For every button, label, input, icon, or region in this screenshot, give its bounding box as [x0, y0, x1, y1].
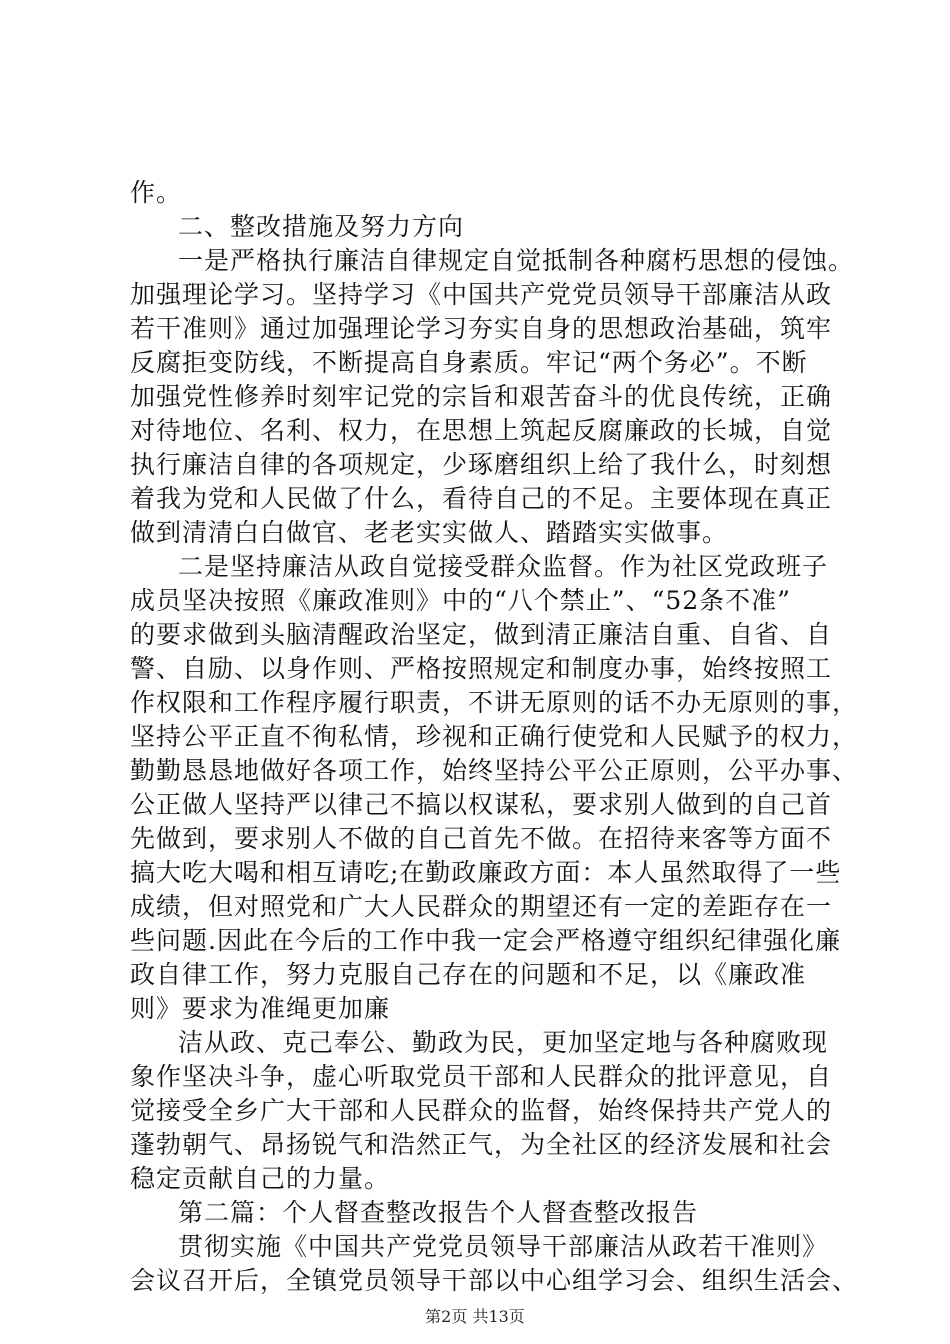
text-line: 公正做人坚持严以律己不搞以权谋私，要求别人做到的自己首 [130, 790, 833, 819]
text-line: 加强党性修养时刻牢记党的宗旨和艰苦奋斗的优良传统，正确 [130, 382, 833, 411]
text-line: 洁从政、克己奉公、勤政为民，更加坚定地与各种腐败现 [178, 1028, 829, 1057]
text-line: 警、自励、以身作则、严格按照规定和制度办事，始终按照工 [130, 654, 833, 683]
text-line: 着我为党和人民做了什么，看待自己的不足。主要体现在真正 [130, 484, 833, 513]
text-line: 反腐拒变防线，不断提高自身素质。牢记“两个务必”。不断 [130, 348, 808, 377]
text-line: 勤勤恳恳地做好各项工作，始终坚持公平公正原则，公平办事、 [130, 756, 859, 785]
text-line: 作权限和工作程序履行职责，不讲无原则的话不办无原则的事， [130, 688, 859, 717]
text-line: 成员坚决按照《廉政准则》中的“八个禁止”、“52条不准” [130, 586, 791, 615]
text-line: 先做到，要求别人不做的自己首先不做。在招待来客等方面不 [130, 824, 833, 853]
text-line: 的要求做到头脑清醒政治坚定，做到清正廉洁自重、自省、自 [130, 620, 833, 649]
text-line: 做到清清白白做官、老老实实做人、踏踏实实做事。 [130, 518, 729, 547]
section-heading: 二、整改措施及努力方向 [178, 212, 465, 241]
text-line: 搞大吃大喝和相互请吃;在勤政廉政方面：本人虽然取得了一些 [130, 858, 842, 887]
text-line: 蓬勃朝气、昂扬锐气和浩然正气，为全社区的经济发展和社会 [130, 1130, 833, 1159]
text-line: 坚持公平正直不徇私情，珍视和正确行使党和人民赋予的权力， [130, 722, 859, 751]
text-line: 作。 [130, 178, 183, 207]
text-line: 稳定贡献自己的力量。 [130, 1164, 391, 1193]
text-line: 加强理论学习。坚持学习《中国共产党党员领导干部廉洁从政 [130, 280, 833, 309]
text-line: 觉接受全乡广大干部和人民群众的监督，始终保持共产党人的 [130, 1096, 833, 1125]
text-line: 会议召开后，全镇党员领导干部以中心组学习会、组织生活会、 [130, 1266, 859, 1295]
text-line: 象作坚决斗争，虚心听取党员干部和人民群众的批评意见，自 [130, 1062, 833, 1091]
text-line: 政自律工作，努力克服自己存在的问题和不足，以《廉政准 [130, 960, 807, 989]
text-line: 则》要求为准绳更加廉 [130, 994, 391, 1023]
text-line: 执行廉洁自律的各项规定，少琢磨组织上给了我什么，时刻想 [130, 450, 833, 479]
text-line: 对待地位、名利、权力，在思想上筑起反腐廉政的长城，自觉 [130, 416, 833, 445]
text-line: 二是坚持廉洁从政自觉接受群众监督。作为社区党政班子 [178, 552, 829, 581]
section-heading: 第二篇：个人督查整改报告个人督查整改报告 [178, 1198, 699, 1227]
page-number-footer: 第2页 共13页 [425, 1307, 525, 1326]
text-line: 些问题.因此在今后的工作中我一定会严格遵守组织纪律强化廉 [130, 926, 841, 955]
text-line: 贯彻实施《中国共产党党员领导干部廉洁从政若干准则》 [178, 1232, 829, 1261]
text-line: 成绩，但对照党和广大人民群众的期望还有一定的差距存在一 [130, 892, 833, 921]
text-line: 一是严格执行廉洁自律规定自觉抵制各种腐朽思想的侵蚀。 [178, 246, 855, 275]
text-line: 若干准则》通过加强理论学习夯实自身的思想政治基础，筑牢 [130, 314, 833, 343]
